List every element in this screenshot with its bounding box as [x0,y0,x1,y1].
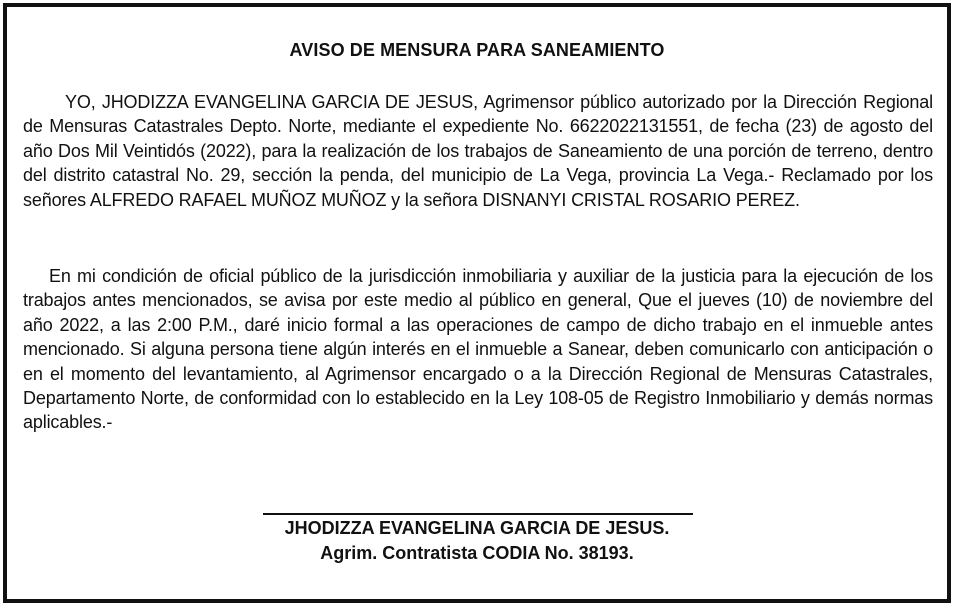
notice-title: AVISO DE MENSURA PARA SANEAMIENTO [289,40,665,60]
signature-line [263,513,693,515]
notice-paragraph-2: En mi condición de oficial público de la jurisdicción inmobiliaria y auxiliar de la justicia para la ejecución de los trabajos antes mencionados, se avisa por este medio al público en general, Que el jueves (10) de noviembre del año 2022, a las 2:00 P.M., daré inicio formal a las operaciones de campo de dicho trabajo en el inmueble antes mencionado. Si alguna persona tiene algún interés en el inmueble a Sanear, deben comunicarlo con anticipación o en el momento del levantamiento, al Agrimensor encargado o a la Dirección Regional de Mensuras Catastrales, Departamento Norte, de conformidad con lo establecido en la Ley 108-05 de Registro Inmobiliario y demás normas aplicables.- [23,266,933,433]
notice-paragraph-1: YO, JHODIZZA EVANGELINA GARCIA DE JESUS, Agrimensor público autorizado por la Dirección Regional de Mensuras Catastrales Depto. Norte, mediante el expediente No. 6622022131551, de fecha (23) de agosto del año Dos Mil Veintidós (2022), para la realización de los trabajos de Saneamiento de una porción de terreno, dentro del distrito catastral No. 29, sección la penda, del municipio de La Vega, provincia La Vega.- Reclamado por los señores ALFREDO RAFAEL MUÑOZ MUÑOZ y la señora DISNANYI CRISTAL ROSARIO PEREZ. [23,92,933,210]
signature-role: Agrim. Contratista CODIA No. 38193. [320,543,634,563]
signature-name: JHODIZZA EVANGELINA GARCIA DE JESUS. [284,518,670,538]
notice-frame [3,3,951,603]
